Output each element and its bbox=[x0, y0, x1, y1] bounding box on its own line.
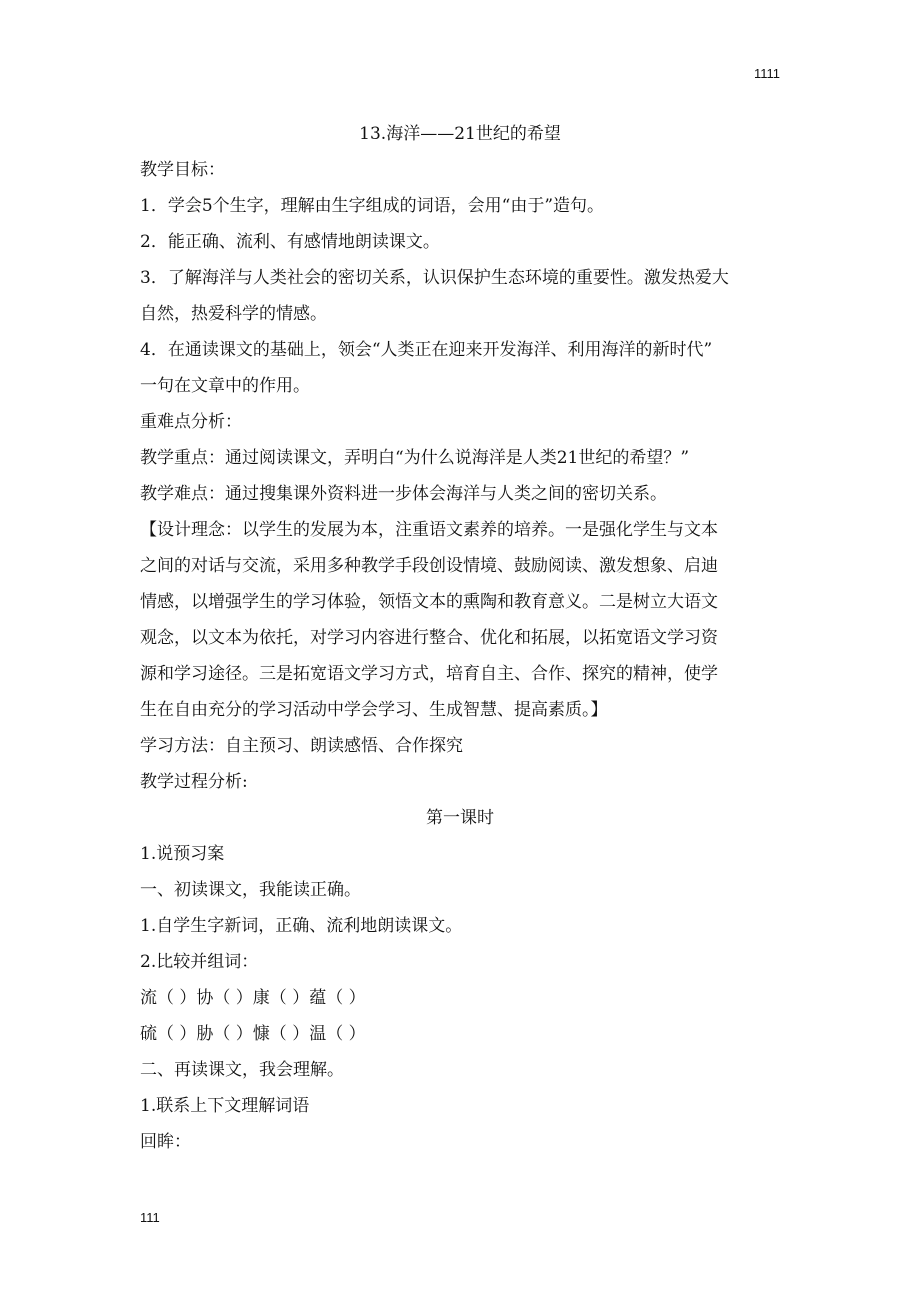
text-line: 1.联系上下文理解词语 bbox=[140, 1096, 310, 1116]
text-line: 3．了解海洋与人类社会的密切关系，认识保护生态环境的重要性。激发热爱大 bbox=[140, 268, 729, 288]
page-footer-number: 111 bbox=[140, 1210, 160, 1225]
text-line: 学习方法：自主预习、朗读感悟、合作探究 bbox=[140, 736, 463, 756]
page-header-number: 1111 bbox=[753, 66, 780, 81]
lesson-heading: 第一课时 bbox=[426, 808, 494, 828]
text-line: 源和学习途径。三是拓宽语文学习方式，培育自主、合作、探究的精神，使学 bbox=[140, 664, 718, 684]
text-line: 情感，以增强学生的学习体验，领悟文本的熏陶和教育意义。二是树立大语文 bbox=[140, 592, 718, 612]
text-line: 1．学会5个生字，理解由生字组成的词语，会用“由于”造句。 bbox=[140, 196, 605, 216]
text-line: 重难点分析： bbox=[140, 412, 242, 432]
text-line: 之间的对话与交流，采用多种教学手段创设情境、鼓励阅读、激发想象、启迪 bbox=[140, 556, 718, 576]
text-line: 2．能正确、流利、有感情地朗读课文。 bbox=[140, 232, 440, 252]
text-line: 教学难点：通过搜集课外资料进一步体会海洋与人类之间的密切关系。 bbox=[140, 484, 667, 504]
text-line: 【设计理念：以学生的发展为本，注重语文素养的培养。一是强化学生与文本 bbox=[140, 520, 718, 540]
text-line: 回眸： bbox=[140, 1132, 191, 1152]
text-line: 2.比较并组词： bbox=[140, 952, 259, 972]
text-line: 教学重点：通过阅读课文，弄明白“为什么说海洋是人类21世纪的希望？” bbox=[140, 448, 690, 468]
text-line: 自然，热爱科学的情感。 bbox=[140, 304, 327, 324]
text-line: 生在自由充分的学习活动中学会学习、生成智慧、提高素质。】 bbox=[140, 700, 608, 720]
text-line: 流（ ）协（ ）康（ ）蕴（ ） bbox=[140, 988, 366, 1008]
text-line: 观念，以文本为依托，对学习内容进行整合、优化和拓展，以拓宽语文学习资 bbox=[140, 628, 718, 648]
text-line: 1.说预习案 bbox=[140, 844, 225, 864]
text-line: 二、再读课文，我会理解。 bbox=[140, 1060, 344, 1080]
document-body bbox=[140, 116, 780, 1160]
text-line: 1.自学生字新词，正确、流利地朗读课文。 bbox=[140, 916, 463, 936]
text-line: 一句在文章中的作用。 bbox=[140, 376, 310, 396]
text-line: 硫（ ）胁（ ）慷（ ）温（ ） bbox=[140, 1024, 366, 1044]
text-line: 一、初读课文，我能读正确。 bbox=[140, 880, 361, 900]
text-line: 教学过程分析: bbox=[140, 772, 248, 792]
text-line: 教学目标： bbox=[140, 160, 225, 180]
document-title: 13.海洋——21世纪的希望 bbox=[359, 124, 561, 144]
text-line: 4．在通读课文的基础上，领会“人类正在迎来开发海洋、利用海洋的新时代” bbox=[140, 340, 713, 360]
